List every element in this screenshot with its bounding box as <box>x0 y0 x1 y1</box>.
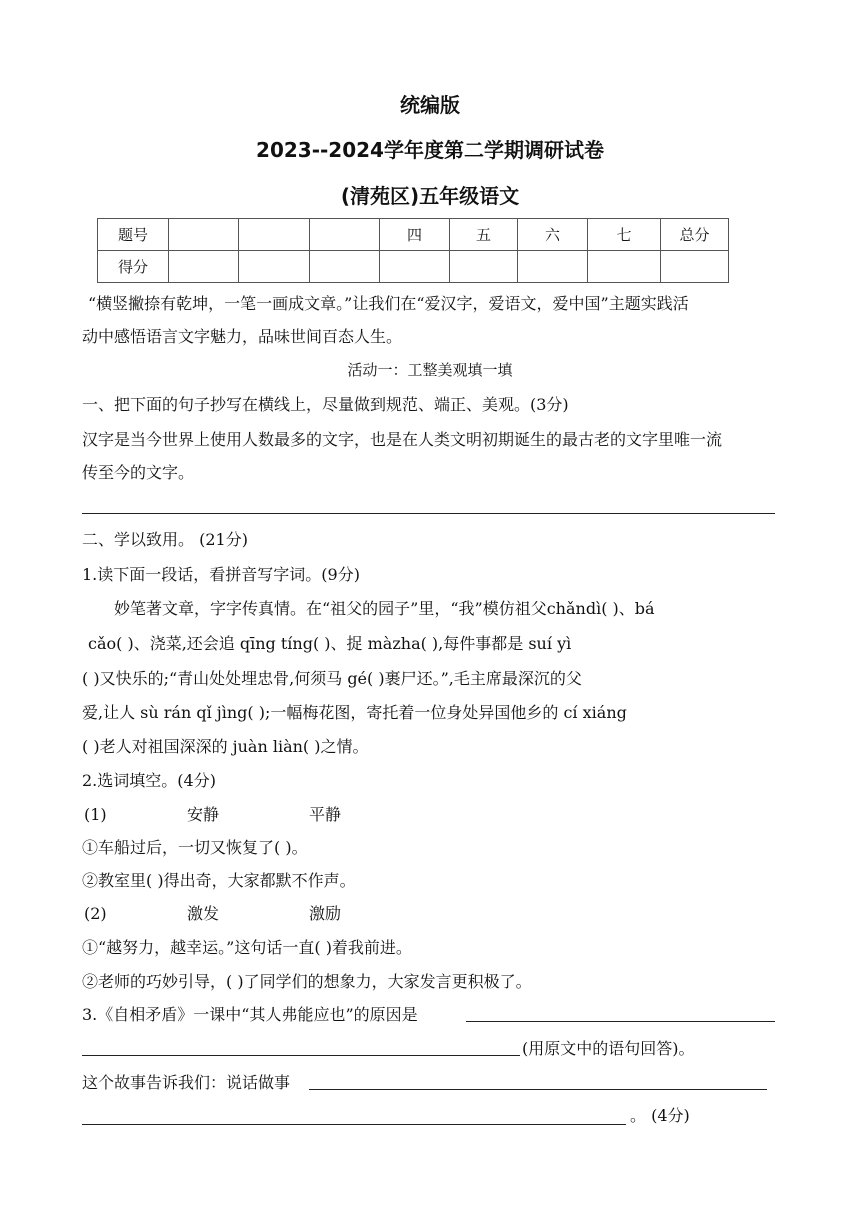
table-cell[interactable] <box>588 251 661 283</box>
answer-line[interactable] <box>82 513 775 514</box>
passage-line: ( )又快乐的;“青山处处埋忠骨,何须马 gé( )裹尸还。”,毛主席最深沉的父 <box>82 669 582 688</box>
copy-text: 传至今的文字。 <box>82 463 195 482</box>
subquestion-heading: 1.读下面一段话，看拼音写字词。(9分) <box>82 565 360 584</box>
passage-line: 爱,让人 sù rán qǐ jìng( );一幅梅花图，寄托着一位身处异国他乡的 cí xiáng <box>82 703 627 722</box>
table-cell: 六 <box>518 219 588 251</box>
passage-line: 妙笔著文章，字字传真情。在“祖父的园子”里，“我”模仿祖父chǎndì( )、bá <box>114 599 655 618</box>
question-heading: 二、学以致用。 (21分) <box>82 530 248 549</box>
answer-line[interactable] <box>309 1089 767 1090</box>
passage-line: ( )老人对祖国深深的 juàn liàn( )之情。 <box>82 737 369 756</box>
table-cell[interactable] <box>239 251 310 283</box>
table-cell <box>239 219 310 251</box>
intro-line: “横竖撇捺有乾坤，一笔一画成文章。”让我们在“爱汉字，爱语文，爱中国”主题实践活 <box>88 294 689 313</box>
word-option: 激发 <box>187 904 220 923</box>
fill-sentence: ①“越努力，越幸运。”这句话一直( )着我前进。 <box>82 938 412 957</box>
exam-title: 2023--2024学年度第二学期调研试卷 <box>256 138 604 162</box>
edition-label: 统编版 <box>400 93 460 117</box>
table-cell[interactable] <box>518 251 588 283</box>
word-option: 安静 <box>187 805 220 824</box>
answer-note: (用原文中的语句回答)。 <box>522 1039 695 1058</box>
table-cell[interactable] <box>169 251 239 283</box>
subquestion-heading: 3.《自相矛盾》一课中“其人弗能应也”的原因是 <box>82 1005 418 1024</box>
table-cell: 得分 <box>98 251 169 283</box>
table-cell: 七 <box>588 219 661 251</box>
activity-heading: 活动一：工整美观填一填 <box>347 361 513 379</box>
fill-sentence: ②教室里( )得出奇，大家都默不作声。 <box>82 871 356 890</box>
group-label: (2) <box>84 904 107 923</box>
prompt-text: 这个故事告诉我们：说话做事 <box>82 1073 291 1092</box>
table-cell: 五 <box>450 219 518 251</box>
table-cell: 总分 <box>661 219 729 251</box>
exam-subtitle: (清苑区)五年级语文 <box>340 184 520 208</box>
table-cell[interactable] <box>661 251 729 283</box>
copy-text: 汉字是当今世界上使用人数最多的文字，也是在人类文明初期诞生的最古老的文字里唯一流 <box>82 430 723 449</box>
table-row <box>98 219 729 251</box>
group-label: (1) <box>84 805 107 824</box>
answer-line[interactable] <box>466 1021 775 1022</box>
answer-line[interactable] <box>82 1055 520 1056</box>
word-option: 激励 <box>309 904 342 923</box>
subquestion-heading: 2.选词填空。(4分) <box>82 771 216 790</box>
table-cell[interactable] <box>380 251 450 283</box>
score-table <box>97 218 729 283</box>
fill-sentence: ②老师的巧妙引导，( )了同学们的想象力，大家发言更积极了。 <box>82 972 532 991</box>
fill-sentence: ①车船过后，一切又恢复了( )。 <box>82 838 308 857</box>
passage-line: cǎo( )、浇菜,还会追 qīng tíng( )、捉 màzha( ),每件事都是 suí yì <box>88 634 572 653</box>
score-note: 。 (4分) <box>630 1106 690 1125</box>
table-cell: 四 <box>380 219 450 251</box>
word-option: 平静 <box>309 805 342 824</box>
table-row <box>98 251 729 283</box>
table-cell <box>169 219 239 251</box>
answer-line[interactable] <box>82 1124 626 1125</box>
intro-line: 动中感悟语言文字魅力，品味世间百态人生。 <box>82 327 403 346</box>
question-heading: 一、把下面的句子抄写在横线上，尽量做到规范、端正、美观。(3分) <box>82 395 569 414</box>
table-cell[interactable] <box>310 251 380 283</box>
table-cell <box>310 219 380 251</box>
table-cell: 题号 <box>98 219 169 251</box>
table-cell[interactable] <box>450 251 518 283</box>
